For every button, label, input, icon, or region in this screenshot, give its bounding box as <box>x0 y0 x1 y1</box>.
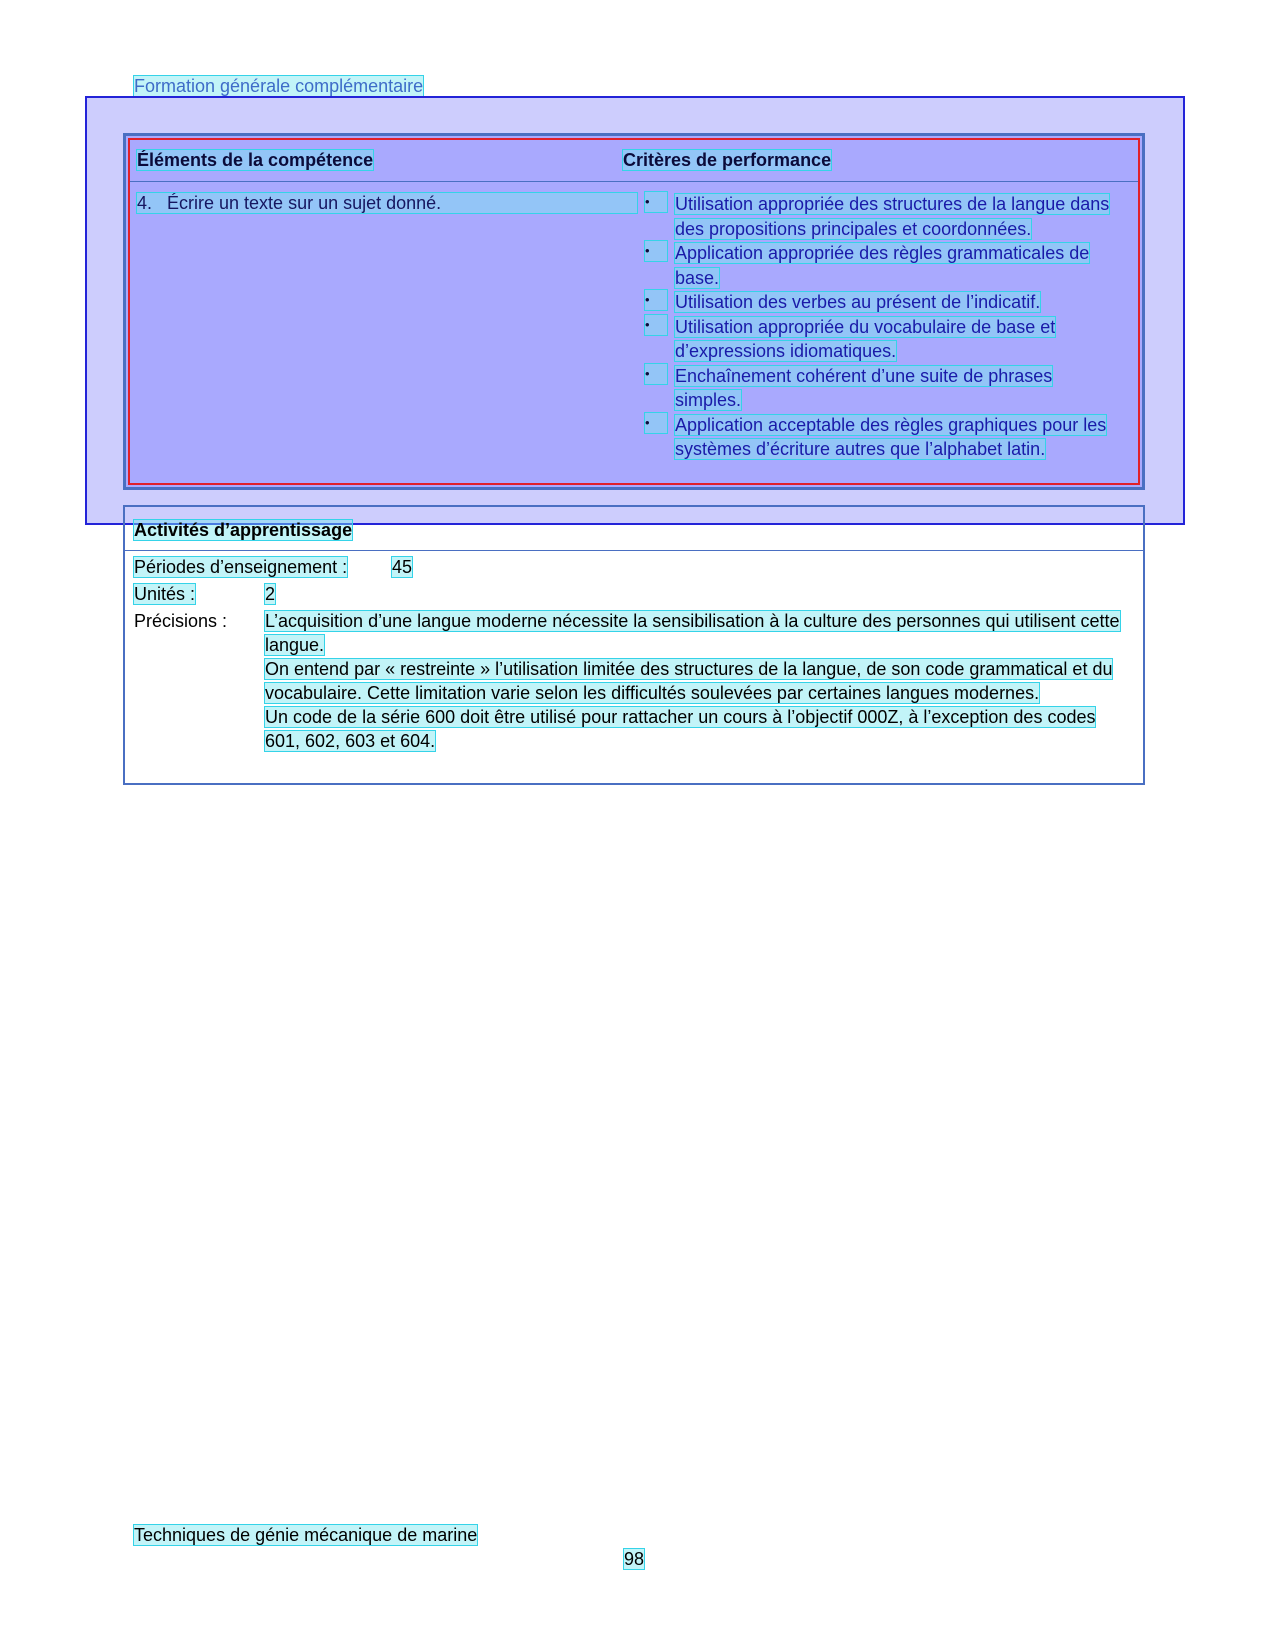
criteria-text: Utilisation appropriée des structures de la langue dans des propositions principales et coordonnées. <box>675 194 1110 239</box>
table-header-row <box>130 140 1138 182</box>
criteria-item <box>645 192 1117 241</box>
criteria-column-header: Critères de performance <box>623 150 832 170</box>
precision-paragraph: L’acquisition d’une langue moderne nécessite la sensibilisation à la culture des personnes qui utilisent cette langue. <box>265 611 1120 655</box>
criteria-text: Enchaînement cohérent d’une suite de phrases simples. <box>675 365 1053 410</box>
precision-paragraph: Un code de la série 600 doit être utilisé pour rattacher un cours à l’objectif 000Z, à l’exception des codes 601, 602, 603 et 604. <box>265 707 1096 751</box>
criteria-item <box>645 241 1117 290</box>
competence-table <box>123 133 1145 490</box>
page-number: 98 <box>624 1549 645 1569</box>
criteria-item <box>645 413 1117 462</box>
units-value: 2 <box>265 584 276 604</box>
precisions-text <box>265 609 1127 753</box>
periods-label: Périodes d’enseignement : <box>134 557 348 577</box>
periods-value: 45 <box>392 557 413 577</box>
criteria-text: Utilisation des verbes au présent de l’indicatif. <box>675 292 1041 312</box>
bullet-icon: • <box>645 413 667 433</box>
bullet-icon: • <box>645 364 667 384</box>
bullet-icon: • <box>645 290 667 310</box>
competence-table-selection <box>128 138 1140 485</box>
criteria-list <box>645 192 1117 462</box>
activities-title: Activités d’apprentissage <box>134 520 353 540</box>
precisions-label: Précisions : <box>134 611 228 631</box>
elements-column-header: Éléments de la compétence <box>137 150 374 170</box>
criteria-item <box>645 364 1117 413</box>
bullet-icon: • <box>645 192 667 212</box>
running-footer: Techniques de génie mécanique de marine <box>134 1525 478 1545</box>
activities-header-row <box>125 507 1143 551</box>
criteria-text: Application appropriée des règles grammaticales de base. <box>675 243 1090 288</box>
criteria-item <box>645 315 1117 364</box>
criteria-item <box>645 290 1117 315</box>
criteria-text: Application acceptable des règles graphiques pour les systèmes d’écriture autres que l’alphabet latin. <box>675 414 1107 459</box>
running-header: Formation générale complémentaire <box>134 76 424 96</box>
units-label: Unités : <box>134 584 196 604</box>
precision-paragraph: On entend par « restreinte » l’utilisation limitée des structures de la langue, de son code grammatical et du vocabulaire. Cette limitation varie selon les difficultés soulevées par certaines langues modernes. <box>265 659 1113 703</box>
competence-element <box>137 193 649 213</box>
learning-activities-table <box>123 505 1145 785</box>
bullet-icon: • <box>645 315 667 335</box>
competence-element-text: 4. Écrire un texte sur un sujet donné. <box>137 193 637 213</box>
bullet-icon: • <box>645 241 667 261</box>
criteria-text: Utilisation appropriée du vocabulaire de base et d’expressions idiomatiques. <box>675 316 1056 361</box>
